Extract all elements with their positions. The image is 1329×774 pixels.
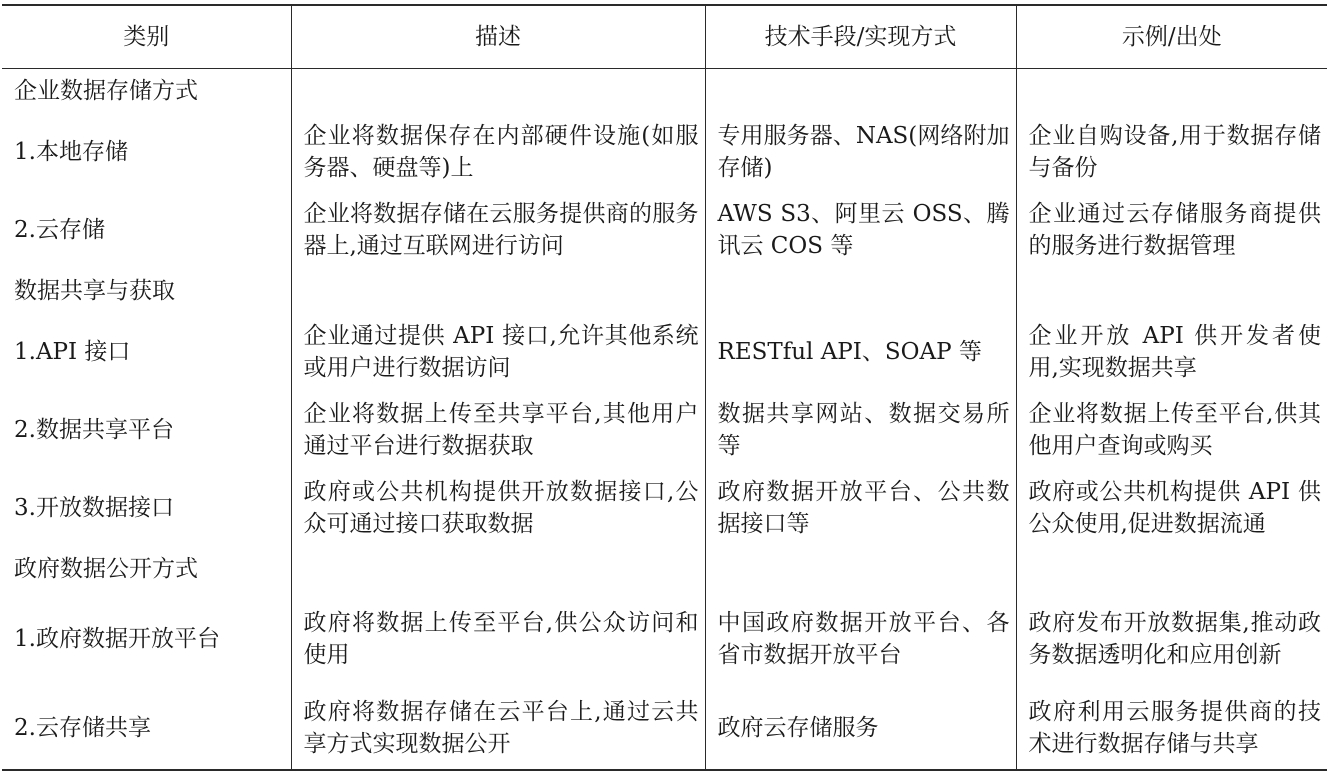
description-cell: 企业将数据上传至共享平台,其他用户通过平台进行数据获取	[291, 391, 705, 469]
example-cell: 政府利用云服务提供商的技术进行数据存储与共享	[1016, 687, 1327, 770]
table-row	[2, 313, 1327, 391]
header-description: 描述	[291, 5, 705, 69]
technique-cell: 专用服务器、NAS(网络附加存储)	[705, 113, 1016, 191]
table-row	[2, 687, 1327, 770]
section-row	[2, 69, 1327, 114]
description-cell: 企业将数据保存在内部硬件设施(如服务器、硬盘等)上	[291, 113, 705, 191]
table-header	[2, 5, 1327, 69]
table-row	[2, 591, 1327, 687]
technique-cell	[705, 269, 1016, 313]
category-cell: 数据共享与获取	[14, 278, 175, 304]
section-row	[2, 547, 1327, 591]
example-cell	[1016, 269, 1327, 313]
category-cell: 政府数据公开方式	[14, 556, 198, 582]
description-cell: 企业通过提供 API 接口,允许其他系统或用户进行数据访问	[291, 313, 705, 391]
header-example: 示例/出处	[1016, 5, 1327, 69]
technique-cell	[705, 547, 1016, 591]
example-cell: 企业通过云存储服务商提供的服务进行数据管理	[1016, 191, 1327, 269]
category-cell: 2.云存储	[14, 217, 105, 243]
category-cell: 1.API 接口	[14, 339, 131, 365]
technique-cell: AWS S3、阿里云 OSS、腾讯云 COS 等	[705, 191, 1016, 269]
category-cell: 2.云存储共享	[14, 715, 151, 741]
description-cell: 政府将数据上传至平台,供公众访问和使用	[291, 591, 705, 687]
description-cell: 政府将数据存储在云平台上,通过云共享方式实现数据公开	[291, 687, 705, 770]
category-cell: 1.政府数据开放平台	[14, 626, 220, 652]
description-cell	[291, 269, 705, 313]
technique-cell: 中国政府数据开放平台、各省市数据开放平台	[705, 591, 1016, 687]
technique-cell: 政府云存储服务	[705, 687, 1016, 770]
description-cell: 政府或公共机构提供开放数据接口,公众可通过接口获取数据	[291, 469, 705, 547]
technique-cell: RESTful API、SOAP 等	[705, 313, 1016, 391]
example-cell: 企业将数据上传至平台,供其他用户查询或购买	[1016, 391, 1327, 469]
header-technique: 技术手段/实现方式	[705, 5, 1016, 69]
example-cell: 政府或公共机构提供 API 供公众使用,促进数据流通	[1016, 469, 1327, 547]
description-cell	[291, 547, 705, 591]
description-cell: 企业将数据存储在云服务提供商的服务器上,通过互联网进行访问	[291, 191, 705, 269]
example-cell: 政府发布开放数据集,推动政务数据透明化和应用创新	[1016, 591, 1327, 687]
header-row	[2, 5, 1327, 69]
category-cell: 企业数据存储方式	[14, 78, 198, 104]
table-row	[2, 391, 1327, 469]
table-body	[2, 69, 1327, 771]
table-row	[2, 469, 1327, 547]
category-cell: 3.开放数据接口	[14, 495, 174, 521]
table-row	[2, 113, 1327, 191]
technique-cell: 数据共享网站、数据交易所等	[705, 391, 1016, 469]
header-category: 类别	[2, 5, 291, 69]
example-cell	[1016, 547, 1327, 591]
example-cell: 企业开放 API 供开发者使用,实现数据共享	[1016, 313, 1327, 391]
description-cell	[291, 69, 705, 114]
example-cell	[1016, 69, 1327, 114]
example-cell: 企业自购设备,用于数据存储与备份	[1016, 113, 1327, 191]
table-row	[2, 191, 1327, 269]
data-storage-sharing-table	[2, 4, 1327, 771]
category-cell: 2.数据共享平台	[14, 417, 174, 443]
technique-cell: 政府数据开放平台、公共数据接口等	[705, 469, 1016, 547]
technique-cell	[705, 69, 1016, 114]
section-row	[2, 269, 1327, 313]
category-cell: 1.本地存储	[14, 139, 128, 165]
